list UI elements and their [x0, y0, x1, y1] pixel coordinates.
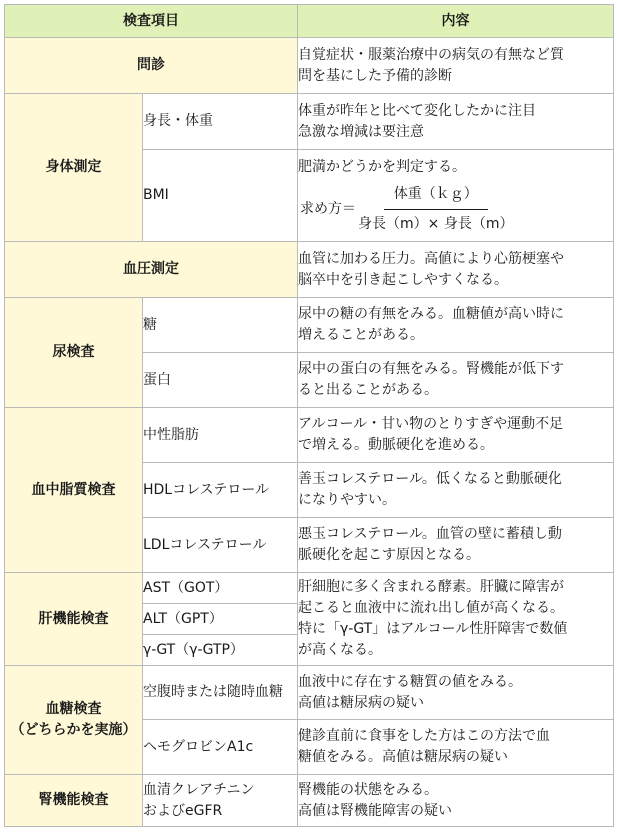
- formula-numerator: 体重（ｋｇ）: [384, 184, 488, 210]
- item-ast: AST（GOT）: [143, 573, 298, 604]
- desc-kanki: 肝細胞に多く含まれる酵素。肝臓に障害が 起こると血液中に流れ出し値が高くなる。 特に「γ-GT」はアルコール性肝障害で数値 が高くなる。: [298, 573, 614, 666]
- desc-hba1c: 健診直前に食事をした方はこの方法で血 糖値をみる。高値は糖尿病の疑い: [298, 720, 614, 775]
- table-row: [5, 298, 614, 353]
- category-nyo: 尿検査: [5, 298, 143, 408]
- category-shishitsu: 血中脂質検査: [5, 408, 143, 573]
- table-row: [5, 666, 614, 720]
- item-hdl: HDLコレステロール: [143, 463, 298, 518]
- item-to: 糖: [143, 298, 298, 353]
- item-ldl: LDLコレステロール: [143, 518, 298, 573]
- health-checkup-table: [4, 4, 614, 827]
- desc-monshin: 自覚症状・服薬治療中の病気の有無など質 問を基にした予備的診断: [298, 38, 614, 94]
- desc-ketsuatsu: 血管に加わる圧力。高値により心筋梗塞や 脳卒中を引き起こしやすくなる。: [298, 242, 614, 298]
- desc-jinki: 腎機能の状態をみる。 高値は腎機能障害の疑い: [298, 775, 614, 827]
- formula-label: 求め方＝: [300, 200, 356, 217]
- category-shintai: 身体測定: [5, 94, 143, 242]
- desc-fasting: 血液中に存在する糖質の値をみる。 高値は糖尿病の疑い: [298, 666, 614, 720]
- table-header-row: [5, 5, 614, 38]
- item-alt: ALT（GPT）: [143, 604, 298, 635]
- desc-ldl: 悪玉コレステロール。血管の壁に蓄積し動 脈硬化を起こす原因となる。: [298, 518, 614, 573]
- desc-height-weight: 体重が昨年と比べて変化したかに注目 急激な増減は要注意: [298, 94, 614, 150]
- desc-to: 尿中の糖の有無をみる。血糖値が高い時に 増えることがある。: [298, 298, 614, 353]
- category-jinki: 腎機能検査: [5, 775, 143, 827]
- category-ketsuatsu: 血圧測定: [5, 242, 298, 298]
- formula-fraction: [358, 184, 513, 235]
- item-height-weight: 身長・体重: [143, 94, 298, 150]
- table-row: [5, 38, 614, 94]
- bmi-formula: [298, 184, 613, 235]
- table-row: [5, 242, 614, 298]
- table-row: [5, 94, 614, 150]
- desc-bmi: 肥満かどうかを判定する。 求め方＝ $\frac{\text{体重（ｋｇ）}}{\text{身長（m）× 身長（m）}}$: [298, 150, 614, 242]
- category-monshin: 問診: [5, 38, 298, 94]
- category-kanki: 肝機能検査: [5, 573, 143, 666]
- table-row: [5, 573, 614, 604]
- header-content: 内容: [298, 5, 614, 38]
- desc-tanpaku: 尿中の蛋白の有無をみる。腎機能が低下す ると出ることがある。: [298, 353, 614, 408]
- item-bmi: BMI: [143, 150, 298, 242]
- item-fasting: 空腹時または随時血糖: [143, 666, 298, 720]
- item-tanpaku: 蛋白: [143, 353, 298, 408]
- header-item: 検査項目: [5, 5, 298, 38]
- item-hba1c: ヘモグロビンA1c: [143, 720, 298, 775]
- item-jinki: 血清クレアチニン およびeGFR: [143, 775, 298, 827]
- formula-denominator: 身長（m）× 身長（m）: [358, 215, 514, 232]
- item-ggt: γ-GT（γ-GTP）: [143, 635, 298, 666]
- desc-tg: アルコール・甘い物のとりすぎや運動不足 で増える。動脈硬化を進める。: [298, 408, 614, 463]
- table-row: [5, 408, 614, 463]
- table-row: [5, 775, 614, 827]
- desc-hdl: 善玉コレステロール。低くなると動脈硬化 になりやすい。: [298, 463, 614, 518]
- category-kettou: 血糖検査 （どちらかを実施）: [5, 666, 143, 775]
- item-tg: 中性脂肪: [143, 408, 298, 463]
